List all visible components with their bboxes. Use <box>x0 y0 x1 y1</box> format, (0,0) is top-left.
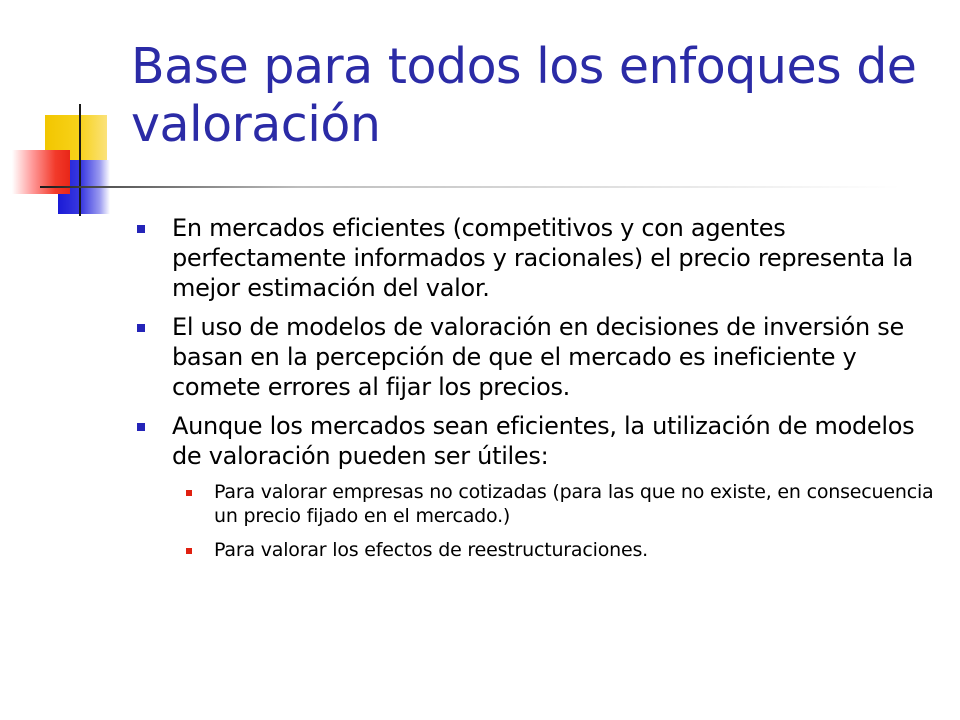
bullet-item <box>134 312 934 402</box>
sub-bullet-item <box>172 480 934 528</box>
slide-title: Base para todos los enfoques de valoración <box>131 38 917 153</box>
square-bullet-icon <box>137 225 145 233</box>
sub-bullet-text: Para valorar empresas no cotizadas (para las que no existe, en consecuencia un precio fijado en el mercado.) <box>214 481 934 527</box>
sub-bullet-text: Para valorar los efectos de reestructuraciones. <box>214 539 648 561</box>
square-bullet-icon <box>137 423 145 431</box>
sub-bullet-item <box>172 538 934 562</box>
sub-bullet-list <box>172 480 934 562</box>
bullet-text: Aunque los mercados sean eficientes, la utilización de modelos de valoración pueden ser útiles: <box>172 412 915 470</box>
square-bullet-icon <box>137 324 145 332</box>
bullet-item <box>134 411 934 562</box>
decorative-vertical-line <box>79 104 81 216</box>
title-divider-line <box>40 186 900 188</box>
small-square-bullet-icon <box>186 490 192 496</box>
bullet-text: El uso de modelos de valoración en decisiones de inversión se basan en la percepción de que el mercado es ineficiente y comete errores al fijar los precios. <box>172 313 904 401</box>
bullet-list <box>134 213 934 572</box>
small-square-bullet-icon <box>186 548 192 554</box>
bullet-item <box>134 213 934 303</box>
bullet-text: En mercados eficientes (competitivos y con agentes perfectamente informados y racionales) el precio representa la mejor estimación del valor. <box>172 214 913 302</box>
